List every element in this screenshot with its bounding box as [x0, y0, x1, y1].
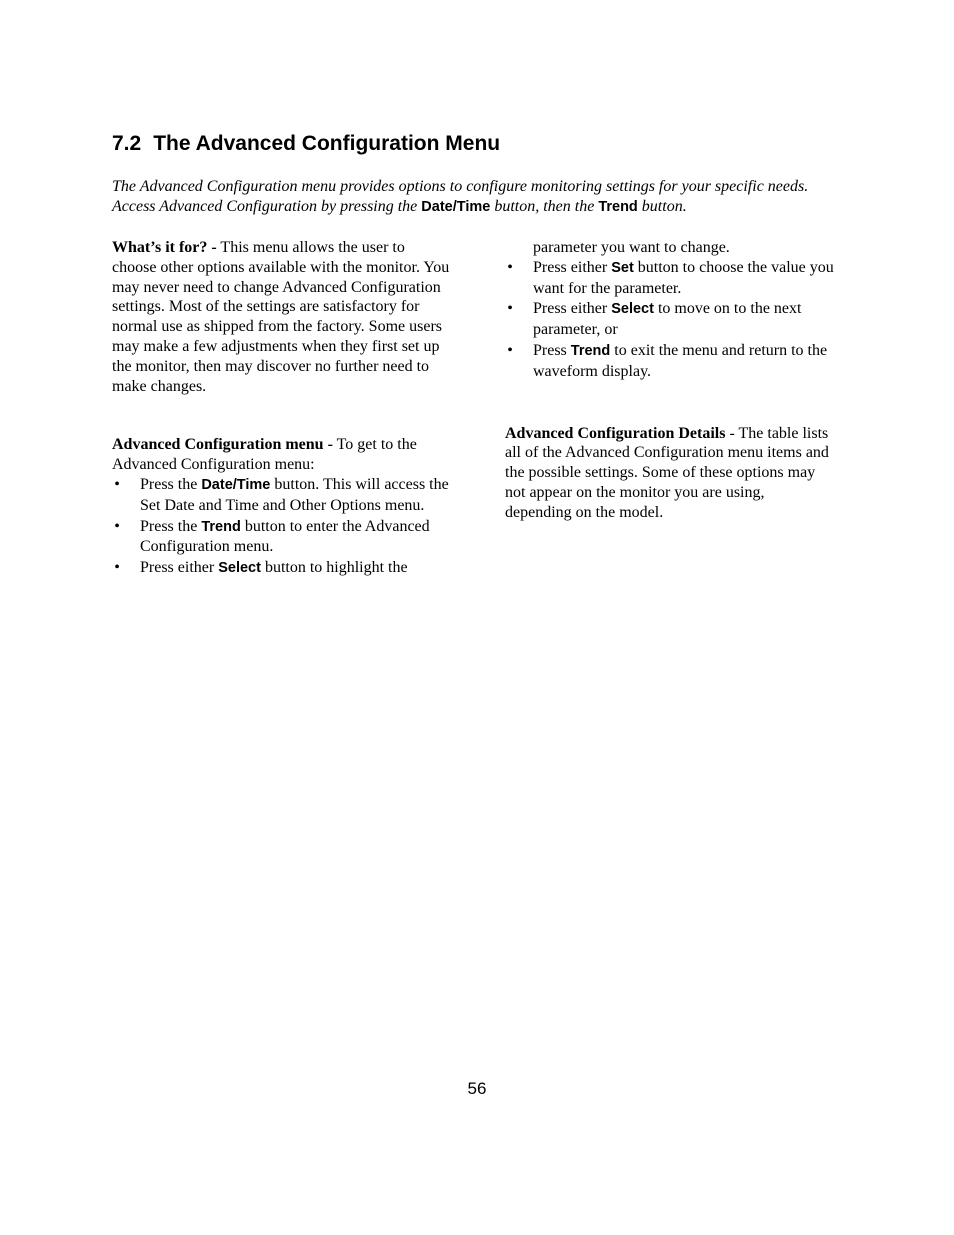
item-text: button to choose the value you want for the parameter. — [533, 258, 834, 297]
key-label: Trend — [201, 518, 241, 535]
details-dash: - — [725, 424, 739, 442]
section-number: 7.2 — [112, 132, 142, 155]
intro-paragraph — [112, 177, 832, 217]
intro-text-1: The Advanced Configuration menu provides options to configure monitoring settings for your specific needs. Access Advanced Configuration by pressing the — [112, 178, 809, 215]
steps-list-left — [112, 475, 452, 579]
adv-menu-text: To get to the Advanced Configuration menu: — [112, 436, 417, 474]
item-text: Press the — [140, 475, 202, 493]
adv-menu-paragraph — [112, 435, 452, 475]
intro-key-datetime: Date/Time — [421, 199, 491, 215]
item-text: Press either — [140, 559, 219, 577]
item-text: button to enter the Advanced Configuration menu. — [140, 517, 430, 556]
item-text: Press — [533, 341, 571, 359]
list-item — [505, 341, 835, 382]
item-text: to exit the menu and return to the waveform display. — [533, 341, 828, 380]
list-item — [505, 299, 835, 340]
list-item-continuation: parameter you want to change. — [533, 239, 730, 256]
bullet-icon: • — [114, 559, 120, 577]
item-text: Press either — [533, 300, 612, 318]
steps-list-right — [505, 258, 835, 382]
details-text: The table lists all of the Advanced Configuration menu items and the possible settings. Some of these options may not appear on the monitor you are using, depending on the model. — [505, 424, 829, 521]
adv-menu-lead: Advanced Configuration menu - — [112, 436, 333, 454]
intro-text-2: button, then the — [490, 198, 599, 215]
details-lead: Advanced Configuration Details — [505, 424, 726, 442]
list-item — [112, 558, 452, 579]
key-label: Set — [611, 259, 634, 276]
left-column — [112, 238, 452, 580]
whats-it-for-paragraph — [112, 238, 452, 396]
right-column — [505, 238, 835, 523]
item-text: Press the — [140, 517, 202, 535]
bullet-icon: • — [114, 475, 120, 493]
bullet-icon: • — [114, 517, 120, 535]
item-text: button to highlight the — [260, 559, 408, 577]
bullet-icon: • — [507, 300, 513, 318]
bullet-icon: • — [507, 341, 513, 359]
item-text: to move on to the next parameter, or — [533, 300, 802, 339]
item-text: Press either — [533, 258, 612, 276]
key-label: Trend — [570, 342, 611, 359]
item-text: button. This will access the Set Date and Time and Other Options menu. — [140, 475, 449, 514]
whats-it-for-text: This menu allows the user to choose other options available with the monitor. You may never need to change Advanced Configuration settings. Most of the settings are satisfactory for normal use as shipped from the factory. Some users may make a few adjustments when they first set up the monitor, then may discover no further need to make changes. — [112, 239, 450, 395]
intro-text-3: button. — [637, 198, 687, 215]
whats-it-for-lead: What’s it for? - — [112, 239, 217, 256]
intro-key-trend: Trend — [598, 199, 638, 215]
list-item — [112, 517, 452, 558]
list-item — [505, 258, 835, 299]
list-item — [112, 475, 452, 516]
section-title: The Advanced Configuration Menu — [153, 132, 501, 155]
key-label: Date/Time — [201, 476, 271, 493]
bullet-icon: • — [507, 258, 513, 276]
section-heading — [112, 130, 500, 158]
page-number: 56 — [467, 1079, 487, 1098]
key-label: Select — [218, 560, 261, 577]
key-label: Select — [611, 301, 654, 318]
details-paragraph — [505, 424, 835, 523]
